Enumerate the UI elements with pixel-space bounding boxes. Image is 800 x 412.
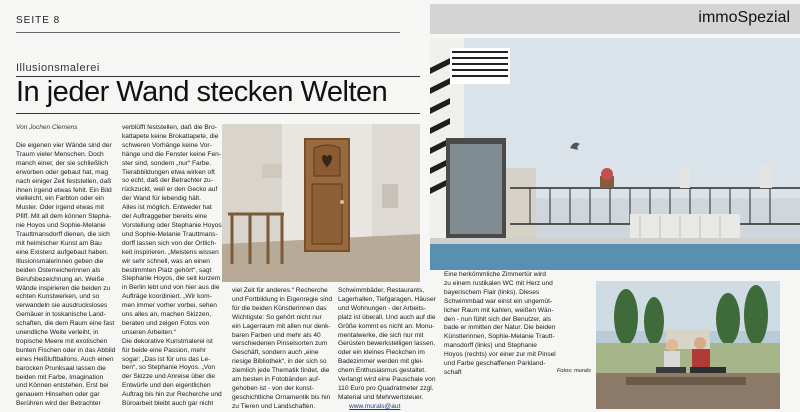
text-line: gehoben ist - von der kunst-: [232, 384, 314, 392]
text-line: licher Raum mit kahlen, weißen Wän-: [444, 306, 554, 314]
text-line: der Skizze und Anreise über die: [122, 373, 216, 381]
text-line: so echt, daß der Betrachter zu-: [122, 177, 213, 185]
photo-credit: Fotos: murals: [557, 368, 591, 374]
text-line: bunten Fischen oder in das Abbild: [16, 346, 116, 354]
text-line: Gemäuer in toskanische Land-: [16, 311, 106, 319]
text-line: Schwimmbäder, Restaurants,: [338, 287, 425, 294]
text-line: eines Heißluftballons. Auch einen: [16, 355, 114, 363]
text-line: Badezimmer werden mit glei-: [338, 358, 424, 366]
text-line: Illusionsmalerinnen geben die: [16, 257, 104, 265]
text-line: Auftrag bis hin zur Recherche und: [122, 391, 222, 399]
text-line: ihnen irgend etwas fehlt. Ein Bild: [16, 186, 112, 194]
text-line: nach einiger Zeit feststellen, daß: [16, 177, 112, 185]
text-line: und Sophie-Melanie Trauttmans-: [122, 230, 218, 238]
text-line: baren Farben und mehr als 40: [232, 331, 321, 339]
article-column-3: [232, 287, 334, 412]
text-line: und Fortbildung in Eigenregie sind: [232, 295, 333, 303]
photo-door-interior: [222, 124, 420, 282]
text-line: unseren Arbeiten.“: [122, 328, 176, 336]
text-line: erworben oder gebaut hat, mag: [16, 168, 109, 176]
text-line: zu einem rustikalen WC mit Herz und: [444, 279, 553, 287]
article-column-1: [16, 142, 119, 409]
page-number: SEITE 8: [16, 15, 61, 26]
article-headline: In jeder Wand stecken Welten: [16, 76, 388, 108]
text-line: Entwürfe und den eigentlichen: [122, 382, 211, 390]
text-line: viel Zeit für anderes.“ Recherche: [232, 287, 328, 294]
text-line: verblüfft feststellen, daß die Bro-: [122, 124, 217, 131]
text-line: Wichtigste: So gehört nicht nur: [232, 313, 322, 321]
text-line: echten Kunstwerken, und so: [16, 293, 100, 301]
header-rule: [16, 32, 400, 33]
text-line: verschiedenen Pinselsorten zum: [232, 340, 328, 348]
section-band: [430, 4, 800, 34]
text-line: Wände inspirieren die beiden zu: [16, 284, 111, 292]
article-column-4: [338, 287, 438, 403]
text-line: riesige Bibliothek“, in der sich so: [232, 358, 327, 366]
text-line: der Auftraggeber bereits eine: [122, 213, 208, 221]
photo-caption: [444, 271, 590, 378]
text-line: keit inspirieren. „Meistens wissen: [122, 248, 219, 256]
text-line: Hoyos (rechts) vor einer zur mit Pinsel: [444, 351, 556, 359]
text-line: 110 Euro pro Quadratmeter zzgl.: [338, 384, 434, 392]
text-line: schaft: [444, 368, 462, 376]
text-line: beiden Österreicherinnen als: [16, 266, 101, 274]
text-line: platz ist überall. Und auch auf die: [338, 313, 436, 321]
text-line: Aufträge koordiniert. „Wir kom-: [122, 293, 212, 301]
text-line: ziemlich jede Thematik findet, die: [232, 367, 330, 375]
text-line: ben“, so Stephanie Hoyos. „Von: [122, 364, 216, 372]
text-line: Tierabbildungen etwa wirken oft: [122, 168, 215, 176]
text-line: Pfiff. Mit all dem können Stepha-: [16, 213, 112, 221]
text-line: Alles ist möglich. Entweder hat: [122, 204, 212, 212]
text-line: mansdorff (links) und Stephanie: [444, 342, 537, 350]
text-line: Gerüsten bewerkstelligen lassen,: [338, 340, 436, 348]
website-link-wrap: [349, 403, 400, 412]
text-line: und Wohnungen - der Arbeits-: [338, 304, 426, 312]
text-line: Muster. Oder irgend etwas mit: [16, 204, 104, 212]
text-line: dorff lassen sich von der Örtlich-: [122, 239, 217, 247]
text-line: eine Existenz aufgebaut haben.: [16, 248, 109, 256]
text-line: genauem Hinsehen oder gar: [16, 391, 100, 399]
text-line: Traum vieler Menschen. Doch: [16, 150, 104, 158]
text-line: Eine herkömmliche Zimmertür wird: [444, 271, 546, 278]
text-line: Material und Mehrwertsteuer.: [338, 393, 424, 401]
text-line: vielleicht, ein Farbton oder ein: [16, 195, 104, 203]
text-line: Die dekorative Kunstmalerei ist: [122, 337, 213, 345]
text-line: Schwimmbad war einst ein ungemüt-: [444, 297, 553, 305]
text-line: für beide eine Passion, mehr: [122, 346, 206, 354]
text-line: wir sehr schnell, was an einen: [122, 257, 210, 265]
text-line: unendliche Weite verleiht, in: [16, 329, 99, 337]
text-line: Größe kommt es nicht an. Monu-: [338, 322, 435, 330]
text-line: bade er inmitten der Natur. Die beiden: [444, 324, 556, 332]
text-line: bestimmten Platz gehört“, sagt: [122, 266, 212, 274]
website-link[interactable]: www.murals@aut: [349, 403, 401, 410]
text-line: der Wand für lebendig hält.: [122, 195, 201, 203]
text-line: bayerischem Flair (links). Dieses: [444, 288, 540, 296]
text-line: und Können entstehen. Erst bei: [16, 382, 109, 390]
text-line: oder ein kleines Fleckchen im: [338, 349, 425, 357]
article-byline: Von Jochen Clemens: [16, 124, 78, 131]
text-line: ein Lagerraum mit allen nur denk-: [232, 322, 331, 330]
text-line: chem Enthusiasmus gestaltet.: [338, 367, 426, 375]
text-line: zu Tieren und Landschaften.: [232, 402, 316, 410]
text-line: rückzuckt, weil er den Gecko auf: [122, 186, 218, 194]
text-line: Künstlerinnen, Sophie-Melanie Trautt-: [444, 333, 555, 341]
text-line: schaften, die dem Raum eine fast: [16, 320, 115, 328]
text-line: Geschäft, sondern auch „eine: [232, 349, 319, 357]
text-line: beiden mit Farbe, Imagination: [16, 373, 104, 381]
text-line: nie Hoyos und Sophie-Melanie: [16, 222, 106, 230]
text-line: Berufsbezeichnung an. Weiße: [16, 275, 105, 283]
text-line: tropische Meere mit exotischen: [16, 337, 108, 345]
section-title: immoSpezial: [698, 9, 790, 26]
photo-pool-mural: [430, 38, 800, 270]
headline-rule: [16, 113, 420, 114]
text-line: Vorstellung oder Stephanie Hoyos: [122, 221, 222, 229]
article-column-2: [122, 124, 222, 409]
photo-artists: [596, 281, 780, 409]
text-line: in Berlin lebt und von hier aus die: [122, 284, 220, 292]
text-line: mit heimischer Kunst am Bau: [16, 239, 102, 247]
text-line: barocken Prunksaal lassen die: [16, 364, 106, 372]
text-line: Verlangt wird eine Pauschale von: [338, 376, 436, 384]
text-line: Die eigenen vier Wände sind der: [16, 142, 112, 149]
text-line: verwandeln sie ausdrucksloses: [16, 302, 108, 310]
text-line: kattapete keine Brokattapete, die: [122, 132, 219, 140]
text-line: am besten in Fotobänden auf-: [232, 376, 320, 384]
text-line: sogar: „Das ist für uns das Le-: [122, 355, 211, 363]
text-line: Berühren wird der Betrachter: [16, 400, 101, 408]
door-illustration: [222, 124, 420, 282]
text-line: Lagerhallen, Tiefgaragen, Häuser: [338, 295, 436, 303]
article-kicker: Illusionsmalerei: [16, 62, 100, 74]
text-line: Büroarbeit bleibt auch gar nicht: [122, 400, 214, 408]
text-line: uns alles an, machen Skizzen,: [122, 311, 212, 319]
text-line: hänge und die Fenster keine Fen-: [122, 150, 221, 158]
text-line: Stephanie Hoyos, die seit kurzem: [122, 275, 221, 283]
text-line: men immer vorher vorbei, sehen: [122, 302, 217, 310]
text-line: beraten und zeigen Fotos von: [122, 319, 210, 327]
text-line: ster sind, sondern „nur“ Farbe.: [122, 159, 212, 167]
text-line: Trauttmansdorff dienen, die sich: [16, 231, 110, 239]
text-line: schweren Vorhänge keine Vor-: [122, 141, 212, 149]
artists-illustration: [596, 281, 780, 409]
text-line: mentalwerke, die sich nur mit: [338, 331, 424, 339]
text-line: den - nun fühlt sich der Benutzer, als: [444, 315, 552, 323]
pool-illustration: [430, 38, 800, 270]
text-line: geschichtliche Ornamentik bis hin: [232, 393, 331, 401]
text-line: manch einer, der sie schließlich: [16, 159, 108, 167]
text-line: und Farbe geschaffenen Parkland-: [444, 360, 546, 368]
text-line: für die beiden Künstlerinnen das: [232, 304, 327, 312]
